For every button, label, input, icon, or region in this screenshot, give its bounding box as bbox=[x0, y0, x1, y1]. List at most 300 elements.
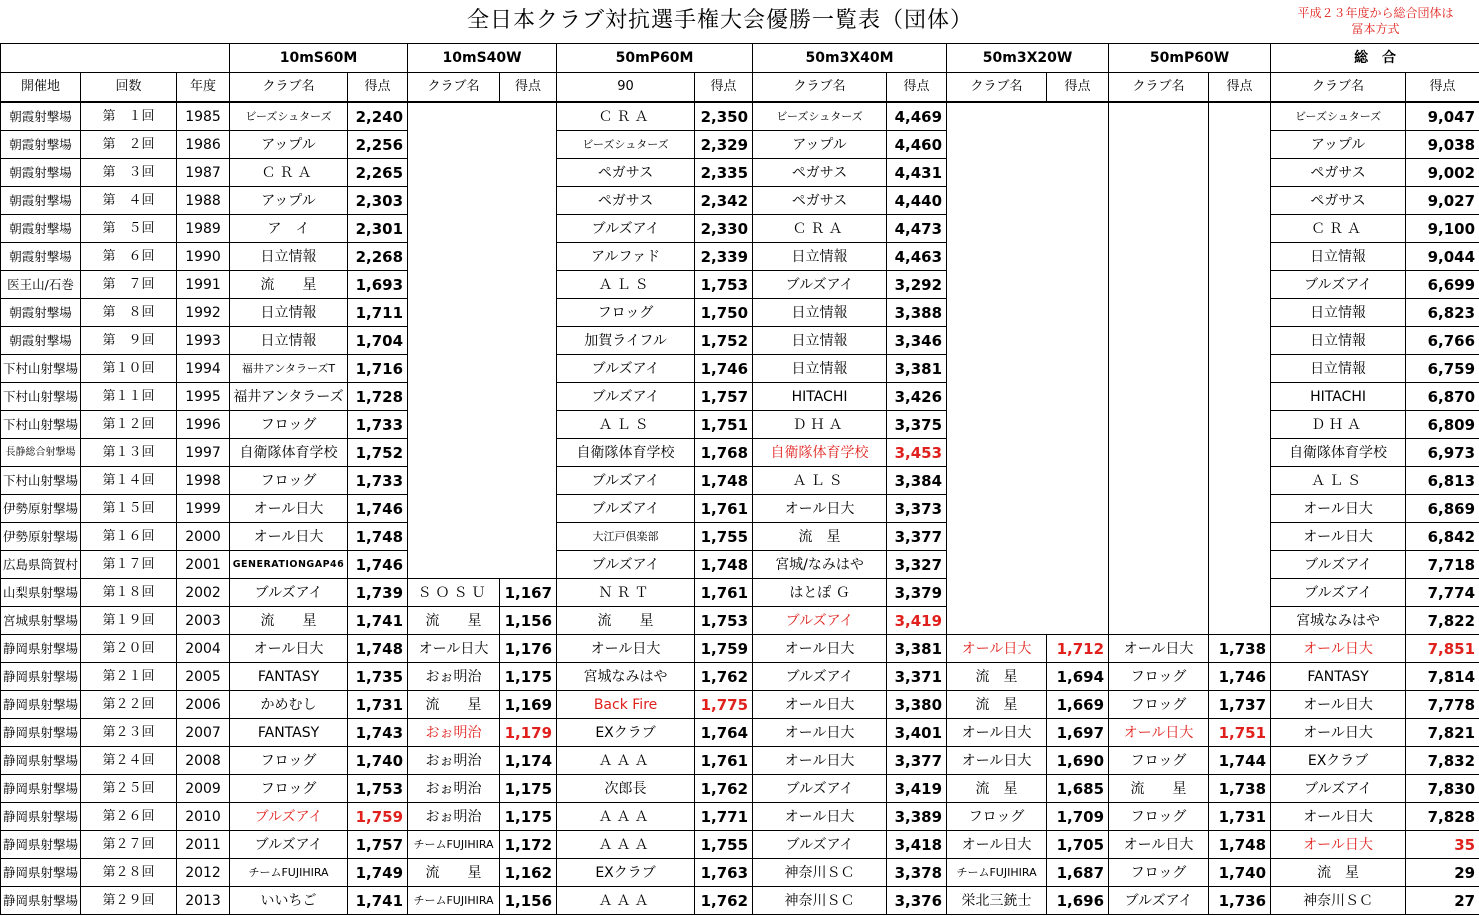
club-cell: ブルズアイ bbox=[753, 607, 887, 635]
club-cell: ブルズアイ bbox=[1109, 887, 1209, 915]
table-row bbox=[1, 607, 1479, 635]
score-cell: 27 bbox=[1406, 887, 1479, 915]
club-cell: 流 星 bbox=[947, 663, 1047, 691]
club-cell: HITACHI bbox=[1271, 383, 1406, 411]
score-cell: 1,753 bbox=[695, 607, 753, 635]
table-row bbox=[1, 271, 1479, 299]
score-cell: 1,162 bbox=[500, 859, 557, 887]
score-cell: 7,832 bbox=[1406, 747, 1479, 775]
venue-cell: 静岡県射撃場 bbox=[1, 719, 81, 747]
venue-cell: 下村山射撃場 bbox=[1, 383, 81, 411]
club-cell: ブルズアイ bbox=[557, 467, 695, 495]
score-cell: 1,740 bbox=[348, 747, 408, 775]
table-row bbox=[1, 411, 1479, 439]
round-cell: 第１０回 bbox=[81, 355, 177, 383]
score-cell: 3,380 bbox=[887, 691, 947, 719]
club-cell: ＣＲＡ bbox=[1271, 215, 1406, 243]
score-cell: 1,771 bbox=[695, 803, 753, 831]
score-cell: 4,463 bbox=[887, 243, 947, 271]
score-cell: 1,685 bbox=[1047, 775, 1109, 803]
club-cell: オール日大 bbox=[1109, 831, 1209, 859]
table-row bbox=[1, 187, 1479, 215]
empty-cell bbox=[1047, 271, 1109, 299]
score-header: 得点 bbox=[1047, 73, 1109, 103]
score-cell: 9,044 bbox=[1406, 243, 1479, 271]
round-cell: 第１１回 bbox=[81, 383, 177, 411]
results-table bbox=[0, 43, 1479, 915]
club-cell: 自衛隊体育学校 bbox=[230, 439, 348, 467]
club-cell: FANTASY bbox=[1271, 663, 1406, 691]
club-cell: HITACHI bbox=[753, 383, 887, 411]
empty-cell bbox=[1109, 271, 1209, 299]
score-header: 得点 bbox=[1406, 73, 1479, 103]
score-cell: 1,735 bbox=[348, 663, 408, 691]
empty-cell bbox=[947, 187, 1047, 215]
empty-cell bbox=[947, 131, 1047, 159]
score-cell: 1,156 bbox=[500, 607, 557, 635]
score-cell: 1,175 bbox=[500, 663, 557, 691]
empty-cell bbox=[1047, 102, 1109, 131]
club-cell: ＮＲＴ bbox=[557, 579, 695, 607]
score-cell: 3,379 bbox=[887, 579, 947, 607]
club-cell: オール日大 bbox=[753, 719, 887, 747]
club-cell: ブルズアイ bbox=[753, 271, 887, 299]
club-cell: ブルズアイ bbox=[557, 215, 695, 243]
empty-cell bbox=[1047, 411, 1109, 439]
score-cell: 3,346 bbox=[887, 327, 947, 355]
score-cell: 2,301 bbox=[348, 215, 408, 243]
club-cell: EXクラブ bbox=[557, 859, 695, 887]
score-header: 得点 bbox=[348, 73, 408, 103]
score-cell: 1,711 bbox=[348, 299, 408, 327]
club-cell: オール日大 bbox=[1109, 719, 1209, 747]
year-cell: 1995 bbox=[177, 383, 230, 411]
score-cell: 7,814 bbox=[1406, 663, 1479, 691]
score-cell: 1,172 bbox=[500, 831, 557, 859]
empty-cell bbox=[408, 551, 500, 579]
score-cell: 4,431 bbox=[887, 159, 947, 187]
round-cell: 第１４回 bbox=[81, 467, 177, 495]
score-cell: 1,712 bbox=[1047, 635, 1109, 663]
score-cell: 2,265 bbox=[348, 159, 408, 187]
club-cell: ビーズシュターズ bbox=[1271, 102, 1406, 131]
score-cell: 1,716 bbox=[348, 355, 408, 383]
club-cell: 流 星 bbox=[1271, 859, 1406, 887]
score-cell: 6,973 bbox=[1406, 439, 1479, 467]
club-cell: オール日大 bbox=[1271, 803, 1406, 831]
club-cell: チームFUJIHIRA bbox=[408, 831, 500, 859]
club-cell: ビーズシュターズ bbox=[753, 102, 887, 131]
venue-cell: 山梨県射撃場 bbox=[1, 579, 81, 607]
club-cell: ブルズアイ bbox=[1271, 775, 1406, 803]
empty-cell bbox=[1209, 523, 1271, 551]
score-cell: 1,169 bbox=[500, 691, 557, 719]
empty-cell bbox=[1109, 551, 1209, 579]
club-cell: ブルズアイ bbox=[753, 775, 887, 803]
empty-cell bbox=[947, 355, 1047, 383]
empty-cell bbox=[1109, 187, 1209, 215]
table-row bbox=[1, 102, 1479, 131]
empty-cell bbox=[500, 355, 557, 383]
year-cell: 2003 bbox=[177, 607, 230, 635]
round-cell: 第１６回 bbox=[81, 523, 177, 551]
club-cell: 流 星 bbox=[557, 607, 695, 635]
score-cell: 1,750 bbox=[695, 299, 753, 327]
score-cell: 7,778 bbox=[1406, 691, 1479, 719]
club-cell: アップル bbox=[753, 131, 887, 159]
club-cell: ブルズアイ bbox=[230, 579, 348, 607]
score-cell: 1,764 bbox=[695, 719, 753, 747]
score-cell: 7,830 bbox=[1406, 775, 1479, 803]
round-cell: 第 ６回 bbox=[81, 243, 177, 271]
score-cell: 1,748 bbox=[695, 467, 753, 495]
empty-cell bbox=[1047, 607, 1109, 635]
round-cell: 第１３回 bbox=[81, 439, 177, 467]
club-cell: オール日大 bbox=[1271, 635, 1406, 663]
venue-cell: 伊勢原射撃場 bbox=[1, 495, 81, 523]
year-cell: 2007 bbox=[177, 719, 230, 747]
round-cell: 第 ５回 bbox=[81, 215, 177, 243]
empty-cell bbox=[500, 159, 557, 187]
venue-cell: 静岡県射撃場 bbox=[1, 747, 81, 775]
club-cell: フロッグ bbox=[1109, 747, 1209, 775]
score-cell: 1,753 bbox=[348, 775, 408, 803]
round-cell: 第２４回 bbox=[81, 747, 177, 775]
club-cell: 栄北三銃士 bbox=[947, 887, 1047, 915]
club-cell: ビーズシュターズ bbox=[557, 131, 695, 159]
empty-cell bbox=[500, 439, 557, 467]
empty-cell bbox=[1209, 551, 1271, 579]
score-cell: 1,179 bbox=[500, 719, 557, 747]
score-cell: 3,401 bbox=[887, 719, 947, 747]
club-cell: ＣＲＡ bbox=[557, 102, 695, 131]
club-cell: オール日大 bbox=[230, 635, 348, 663]
venue-cell: 静岡県射撃場 bbox=[1, 831, 81, 859]
score-cell: 4,460 bbox=[887, 131, 947, 159]
score-cell: 1,733 bbox=[348, 467, 408, 495]
club-cell: オール日大 bbox=[753, 747, 887, 775]
empty-cell bbox=[947, 299, 1047, 327]
empty-cell bbox=[1109, 439, 1209, 467]
score-cell: 3,378 bbox=[887, 859, 947, 887]
score-cell: 3,419 bbox=[887, 607, 947, 635]
empty-cell bbox=[500, 271, 557, 299]
club-cell: オール日大 bbox=[1271, 523, 1406, 551]
empty-cell bbox=[1109, 523, 1209, 551]
club-cell: ブルズアイ bbox=[557, 551, 695, 579]
venue-cell: 静岡県射撃場 bbox=[1, 775, 81, 803]
empty-cell bbox=[1209, 243, 1271, 271]
table-row bbox=[1, 299, 1479, 327]
club-cell: オール日大 bbox=[753, 691, 887, 719]
club-cell: ブルズアイ bbox=[1271, 551, 1406, 579]
empty-cell bbox=[500, 327, 557, 355]
score-cell: 3,327 bbox=[887, 551, 947, 579]
empty-cell bbox=[1047, 495, 1109, 523]
score-cell: 3,389 bbox=[887, 803, 947, 831]
year-cell: 1996 bbox=[177, 411, 230, 439]
score-cell: 3,384 bbox=[887, 467, 947, 495]
score-cell: 3,381 bbox=[887, 355, 947, 383]
score-cell: 1,768 bbox=[695, 439, 753, 467]
score-cell: 1,751 bbox=[1209, 719, 1271, 747]
empty-cell bbox=[1209, 607, 1271, 635]
score-cell: 7,774 bbox=[1406, 579, 1479, 607]
table-row bbox=[1, 747, 1479, 775]
venue-cell: 静岡県射撃場 bbox=[1, 635, 81, 663]
club-cell: 日立情報 bbox=[753, 355, 887, 383]
score-cell: 2,339 bbox=[695, 243, 753, 271]
score-cell: 3,375 bbox=[887, 411, 947, 439]
year-cell: 1997 bbox=[177, 439, 230, 467]
empty-cell bbox=[1047, 551, 1109, 579]
club-cell: フロッグ bbox=[1109, 859, 1209, 887]
score-cell: 1,746 bbox=[348, 495, 408, 523]
round-cell: 第２２回 bbox=[81, 691, 177, 719]
club-cell: ＣＲＡ bbox=[230, 159, 348, 187]
round-cell: 第 ７回 bbox=[81, 271, 177, 299]
empty-cell bbox=[1047, 439, 1109, 467]
venue-cell: 朝霞射撃場 bbox=[1, 215, 81, 243]
score-cell: 1,762 bbox=[695, 775, 753, 803]
score-cell: 3,419 bbox=[887, 775, 947, 803]
empty-cell bbox=[1109, 495, 1209, 523]
score-cell: 1,757 bbox=[695, 383, 753, 411]
venue-cell: 朝霞射撃場 bbox=[1, 187, 81, 215]
empty-cell bbox=[408, 383, 500, 411]
club-cell: ＡＡＡ bbox=[557, 747, 695, 775]
venue-cell: 静岡県射撃場 bbox=[1, 859, 81, 887]
venue-cell: 朝霞射撃場 bbox=[1, 299, 81, 327]
club-cell: おぉ明治 bbox=[408, 747, 500, 775]
score-cell: 2,240 bbox=[348, 102, 408, 131]
score-cell: 1,728 bbox=[348, 383, 408, 411]
empty-cell bbox=[947, 551, 1047, 579]
empty-cell bbox=[408, 159, 500, 187]
club-cell: オール日大 bbox=[1271, 831, 1406, 859]
club-cell: 宮城/なみはや bbox=[753, 551, 887, 579]
club-cell: オール日大 bbox=[753, 803, 887, 831]
club-cell: ペガサス bbox=[1271, 159, 1406, 187]
club-cell: 流 星 bbox=[1109, 775, 1209, 803]
score-cell: 1,748 bbox=[348, 635, 408, 663]
club-cell: ペガサス bbox=[753, 187, 887, 215]
round-cell: 第２５回 bbox=[81, 775, 177, 803]
club-cell: 神奈川ＳＣ bbox=[753, 887, 887, 915]
score-cell: 2,303 bbox=[348, 187, 408, 215]
empty-cell bbox=[947, 607, 1047, 635]
club-cell: 日立情報 bbox=[1271, 243, 1406, 271]
empty-cell bbox=[1109, 607, 1209, 635]
club-cell: 神奈川ＳＣ bbox=[1271, 887, 1406, 915]
venue-cell: 下村山射撃場 bbox=[1, 467, 81, 495]
club-cell: 流 星 bbox=[408, 607, 500, 635]
club-cell: 日立情報 bbox=[1271, 299, 1406, 327]
club-header: クラブ名 bbox=[1109, 73, 1209, 103]
venue-cell: 医王山/石巻 bbox=[1, 271, 81, 299]
club-cell: 福井アンタラーズT bbox=[230, 355, 348, 383]
score-cell: 1,761 bbox=[695, 495, 753, 523]
empty-cell bbox=[947, 439, 1047, 467]
empty-cell bbox=[500, 411, 557, 439]
score-cell: 1,752 bbox=[348, 439, 408, 467]
table-row bbox=[1, 551, 1479, 579]
score-cell: 6,870 bbox=[1406, 383, 1479, 411]
club-header: クラブ名 bbox=[408, 73, 500, 103]
venue-cell: 伊勢原射撃場 bbox=[1, 523, 81, 551]
score-cell: 1,746 bbox=[1209, 663, 1271, 691]
club-cell: 次郎長 bbox=[557, 775, 695, 803]
table-row bbox=[1, 859, 1479, 887]
empty-cell bbox=[1209, 187, 1271, 215]
round-cell: 第 ４回 bbox=[81, 187, 177, 215]
club-cell: 流 星 bbox=[947, 691, 1047, 719]
club-cell: アップル bbox=[230, 131, 348, 159]
score-cell: 9,002 bbox=[1406, 159, 1479, 187]
club-cell: ブルズアイ bbox=[557, 383, 695, 411]
club-cell: 自衛隊体育学校 bbox=[753, 439, 887, 467]
venue-cell: 朝霞射撃場 bbox=[1, 131, 81, 159]
empty-cell bbox=[947, 327, 1047, 355]
empty-cell bbox=[947, 411, 1047, 439]
empty-cell bbox=[408, 439, 500, 467]
score-cell: 3,292 bbox=[887, 271, 947, 299]
empty-cell bbox=[408, 102, 500, 131]
empty-cell bbox=[1209, 131, 1271, 159]
round-cell: 第 １回 bbox=[81, 102, 177, 131]
score-cell: 1,709 bbox=[1047, 803, 1109, 831]
club-cell: はとぽ Ｇ bbox=[753, 579, 887, 607]
empty-cell bbox=[1109, 327, 1209, 355]
round-cell: 第２８回 bbox=[81, 859, 177, 887]
club-cell: いいちご bbox=[230, 887, 348, 915]
round-cell: 第２３回 bbox=[81, 719, 177, 747]
empty-cell bbox=[947, 243, 1047, 271]
score-cell: 1,156 bbox=[500, 887, 557, 915]
score-cell: 1,762 bbox=[695, 663, 753, 691]
club-cell: ブルズアイ bbox=[1271, 271, 1406, 299]
round-cell: 第２１回 bbox=[81, 663, 177, 691]
club-cell: ペガサス bbox=[557, 187, 695, 215]
club-cell: 日立情報 bbox=[230, 243, 348, 271]
score-cell: 2,350 bbox=[695, 102, 753, 131]
club-cell: ペガサス bbox=[557, 159, 695, 187]
round-cell: 第１９回 bbox=[81, 607, 177, 635]
table-row bbox=[1, 327, 1479, 355]
club-cell: おぉ明治 bbox=[408, 803, 500, 831]
empty-cell bbox=[408, 523, 500, 551]
score-cell: 1,705 bbox=[1047, 831, 1109, 859]
club-cell: ＡＡＡ bbox=[557, 803, 695, 831]
venue-cell: 朝霞射撃場 bbox=[1, 327, 81, 355]
club-cell: オール日大 bbox=[947, 719, 1047, 747]
empty-cell bbox=[500, 467, 557, 495]
score-cell: 1,739 bbox=[348, 579, 408, 607]
empty-cell bbox=[1047, 467, 1109, 495]
club-cell: フロッグ bbox=[557, 299, 695, 327]
score-cell: 1,669 bbox=[1047, 691, 1109, 719]
score-cell: 1,175 bbox=[500, 803, 557, 831]
year-cell: 1998 bbox=[177, 467, 230, 495]
club-cell: ブルズアイ bbox=[557, 355, 695, 383]
score-cell: 1,694 bbox=[1047, 663, 1109, 691]
empty-cell bbox=[408, 131, 500, 159]
empty-cell bbox=[500, 102, 557, 131]
table-row bbox=[1, 523, 1479, 551]
event-header: 10mS40W bbox=[408, 44, 557, 73]
club-cell: フロッグ bbox=[230, 775, 348, 803]
club-header: クラブ名 bbox=[1271, 73, 1406, 103]
club-cell: 流 星 bbox=[408, 859, 500, 887]
event-header-row bbox=[1, 44, 1479, 73]
venue-cell: 静岡県射撃場 bbox=[1, 663, 81, 691]
empty-cell bbox=[947, 495, 1047, 523]
score-cell: 1,696 bbox=[1047, 887, 1109, 915]
club-cell: 流 星 bbox=[230, 271, 348, 299]
score-cell: 1,174 bbox=[500, 747, 557, 775]
empty-cell bbox=[500, 187, 557, 215]
empty-cell bbox=[408, 411, 500, 439]
score-cell: 7,851 bbox=[1406, 635, 1479, 663]
event-header: 総 合 bbox=[1271, 44, 1479, 73]
table-row bbox=[1, 383, 1479, 411]
club-cell: オール日大 bbox=[753, 495, 887, 523]
score-cell: 6,813 bbox=[1406, 467, 1479, 495]
club-cell: フロッグ bbox=[230, 411, 348, 439]
score-cell: 3,371 bbox=[887, 663, 947, 691]
score-cell: 4,469 bbox=[887, 102, 947, 131]
score-cell: 6,869 bbox=[1406, 495, 1479, 523]
venue-cell: 静岡県射撃場 bbox=[1, 691, 81, 719]
score-cell: 7,718 bbox=[1406, 551, 1479, 579]
empty-cell bbox=[947, 215, 1047, 243]
year-cell: 1991 bbox=[177, 271, 230, 299]
club-cell: フロッグ bbox=[230, 747, 348, 775]
score-cell: 3,381 bbox=[887, 635, 947, 663]
table-row bbox=[1, 887, 1479, 915]
round-cell: 第 ９回 bbox=[81, 327, 177, 355]
venue-cell: 下村山射撃場 bbox=[1, 355, 81, 383]
club-cell: ブルズアイ bbox=[230, 803, 348, 831]
club-cell: オール日大 bbox=[947, 831, 1047, 859]
empty-cell bbox=[500, 523, 557, 551]
score-cell: 1,176 bbox=[500, 635, 557, 663]
club-cell: 宮城なみはや bbox=[1271, 607, 1406, 635]
club-cell: 自衛隊体育学校 bbox=[1271, 439, 1406, 467]
score-cell: 6,759 bbox=[1406, 355, 1479, 383]
club-cell: FANTASY bbox=[230, 663, 348, 691]
round-cell: 第 ２回 bbox=[81, 131, 177, 159]
club-cell: おぉ明治 bbox=[408, 775, 500, 803]
score-cell: 1,741 bbox=[348, 887, 408, 915]
score-cell: 1,775 bbox=[695, 691, 753, 719]
score-cell: 1,736 bbox=[1209, 887, 1271, 915]
round-cell: 第２９回 bbox=[81, 887, 177, 915]
page-title: 全日本クラブ対抗選手権大会優勝一覧表（団体） bbox=[466, 8, 973, 33]
score-cell: 2,330 bbox=[695, 215, 753, 243]
club-cell: ＤＨＡ bbox=[1271, 411, 1406, 439]
table-row bbox=[1, 243, 1479, 271]
score-cell: 1,749 bbox=[348, 859, 408, 887]
club-cell: 自衛隊体育学校 bbox=[557, 439, 695, 467]
club-cell: アップル bbox=[1271, 131, 1406, 159]
score-cell: 2,342 bbox=[695, 187, 753, 215]
club-cell: FANTASY bbox=[230, 719, 348, 747]
score-cell: 1,738 bbox=[1209, 775, 1271, 803]
score-cell: 29 bbox=[1406, 859, 1479, 887]
score-cell: 6,699 bbox=[1406, 271, 1479, 299]
score-cell: 3,418 bbox=[887, 831, 947, 859]
